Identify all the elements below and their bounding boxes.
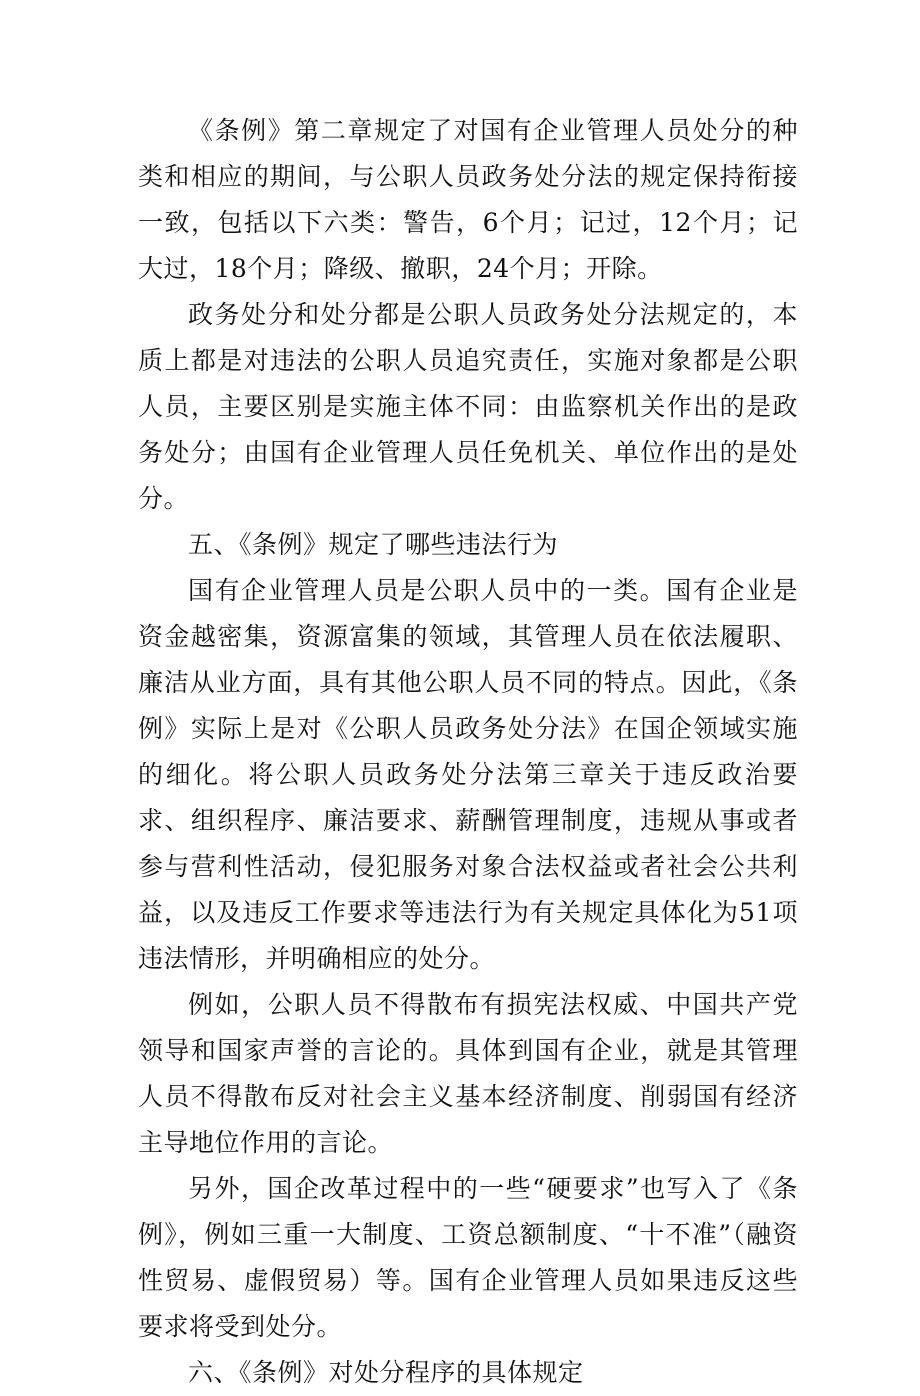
- section-heading-6: 六、《条例》对处分程序的具体规定: [188, 1358, 584, 1387]
- paragraph-violations-example: 例如，公职人员不得散布有损宪法权威、中国共产党领导和国家声誉的言论的。具体到国有企业，就是其管理人员不得散布反对社会主义基本经济制度、削弱国有经济主导地位作用的言论。: [138, 990, 798, 1157]
- paragraph-reform-requirements: 另外，国企改革过程中的一些“硬要求”也写入了《条例》，例如三重一大制度、工资总额制度、“十不准”（融资性贸易、虚假贸易）等。国有企业管理人员如果违反这些要求将受到处分。: [138, 1174, 798, 1341]
- paragraph-violations-overview: 国有企业管理人员是公职人员中的一类。国有企业是资金越密集，资源富集的领域，其管理人员在依法履职、廉洁从业方面，具有其他公职人员不同的特点。因此，《条例》实际上是对《公职人员政务处分法》在国企领域实施的细化。将公职人员政务处分法第三章关于违反政治要求、组织程序、廉洁要求、薪酬管理制度，违规从事或者参与营利性活动，侵犯服务对象合法权益或者社会公共利益，以及违反工作要求等违法行为有关规定具体化为51项违法情形，并明确相应的处分。: [138, 576, 798, 973]
- document-page: [138, 108, 798, 1396]
- section-heading-5: 五、《条例》规定了哪些违法行为: [188, 530, 559, 559]
- paragraph-punishment-types: 《条例》第二章规定了对国有企业管理人员处分的种类和相应的期间，与公职人员政务处分法的规定保持衔接一致，包括以下六类：警告，6个月；记过，12个月；记大过，18个月；降级、撤职，24个月；开除。: [138, 116, 798, 283]
- paragraph-punishment-distinction: 政务处分和处分都是公职人员政务处分法规定的，本质上都是对违法的公职人员追究责任，实施对象都是公职人员，主要区别是实施主体不同：由监察机关作出的是政务处分；由国有企业管理人员任免机关、单位作出的是处分。: [138, 300, 798, 513]
